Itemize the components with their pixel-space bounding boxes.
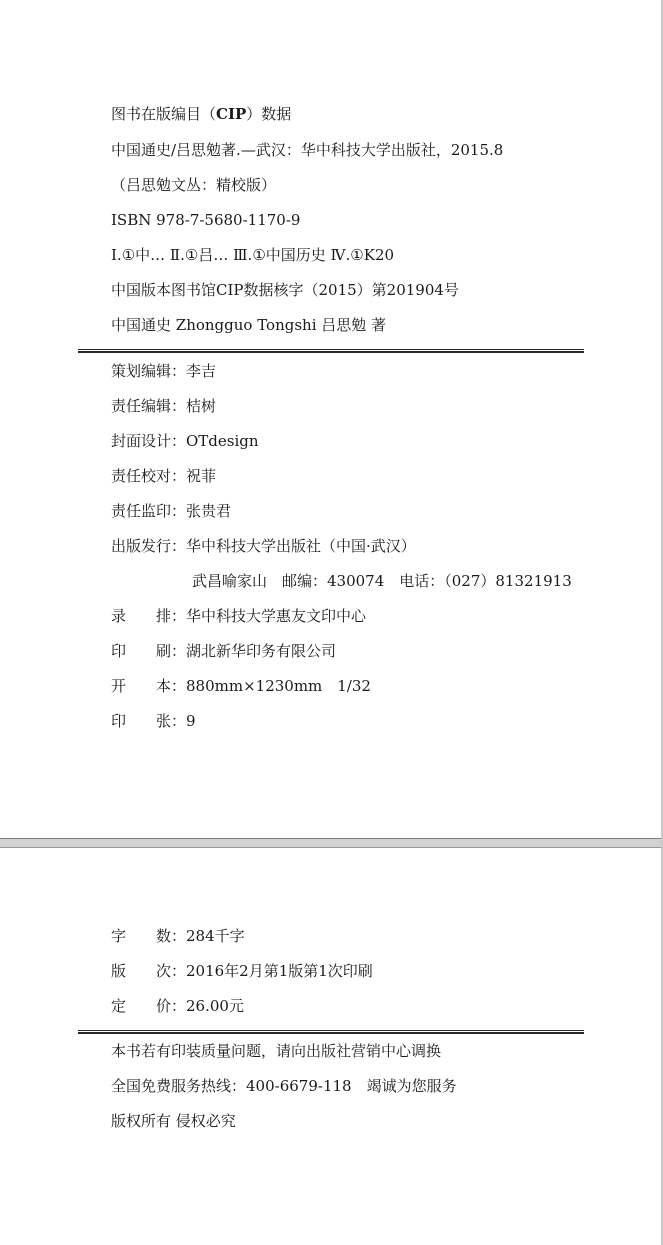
notice-quality: 本书若有印装质量问题，请向出版社营销中心调换 — [111, 1042, 442, 1060]
credit-printing: 印 刷：湖北新华印务有限公司 — [111, 642, 337, 660]
notice-hotline: 全国免费服务热线：400-6679-118 竭诚为您服务 — [111, 1077, 457, 1095]
notice-copyright: 版权所有 侵权必究 — [111, 1112, 236, 1130]
credit-publisher-address: 武昌喻家山 邮编：430074 电话：（027）81321913 — [192, 572, 572, 590]
divider-rule-bottom — [78, 1030, 584, 1034]
credit-sheets: 印 张：9 — [111, 712, 196, 730]
cip-heading-pre: 图书在版编目（ — [111, 105, 217, 123]
edition-price: 定 价：26.00元 — [111, 997, 244, 1015]
cip-line-record-number: 中国版本图书馆CIP数据核字（2015）第201904号 — [111, 281, 459, 299]
divider-rule-top — [78, 349, 584, 353]
cip-line-classification: Ⅰ.①中… Ⅱ.①吕… Ⅲ.①中国历史 Ⅳ.①K20 — [111, 246, 395, 264]
credit-proofreader: 责任校对：祝菲 — [111, 467, 217, 485]
edition-impression: 版 次：2016年2月第1版第1次印刷 — [111, 962, 373, 980]
edition-word-count: 字 数：284千字 — [111, 927, 245, 945]
credit-cover-design: 封面设计：OTdesign — [111, 432, 259, 450]
credit-publisher: 出版发行：华中科技大学出版社（中国·武汉） — [111, 537, 416, 555]
cip-heading — [111, 104, 291, 124]
credit-format: 开 本：880mm×1230mm 1/32 — [111, 677, 371, 695]
page-two — [0, 848, 661, 1245]
page-separator — [0, 838, 663, 848]
cip-line-title: 中国通史/吕思勉著.—武汉：华中科技大学出版社，2015.8 — [111, 141, 504, 159]
cip-heading-bold: CIP — [216, 105, 247, 123]
credit-responsible-editor: 责任编辑：桔树 — [111, 397, 217, 415]
credit-planning-editor: 策划编辑：李吉 — [111, 362, 217, 380]
cip-heading-post: ）数据 — [246, 105, 292, 123]
cip-line-title-pinyin: 中国通史 Zhongguo Tongshi 吕思勉 著 — [111, 316, 387, 334]
cip-line-isbn: ISBN 978-7-5680-1170-9 — [111, 211, 301, 229]
credit-typesetting: 录 排：华中科技大学惠友文印中心 — [111, 607, 367, 625]
cip-line-series: （吕思勉文丛：精校版） — [111, 176, 277, 194]
credit-print-supervisor: 责任监印：张贵君 — [111, 502, 232, 520]
